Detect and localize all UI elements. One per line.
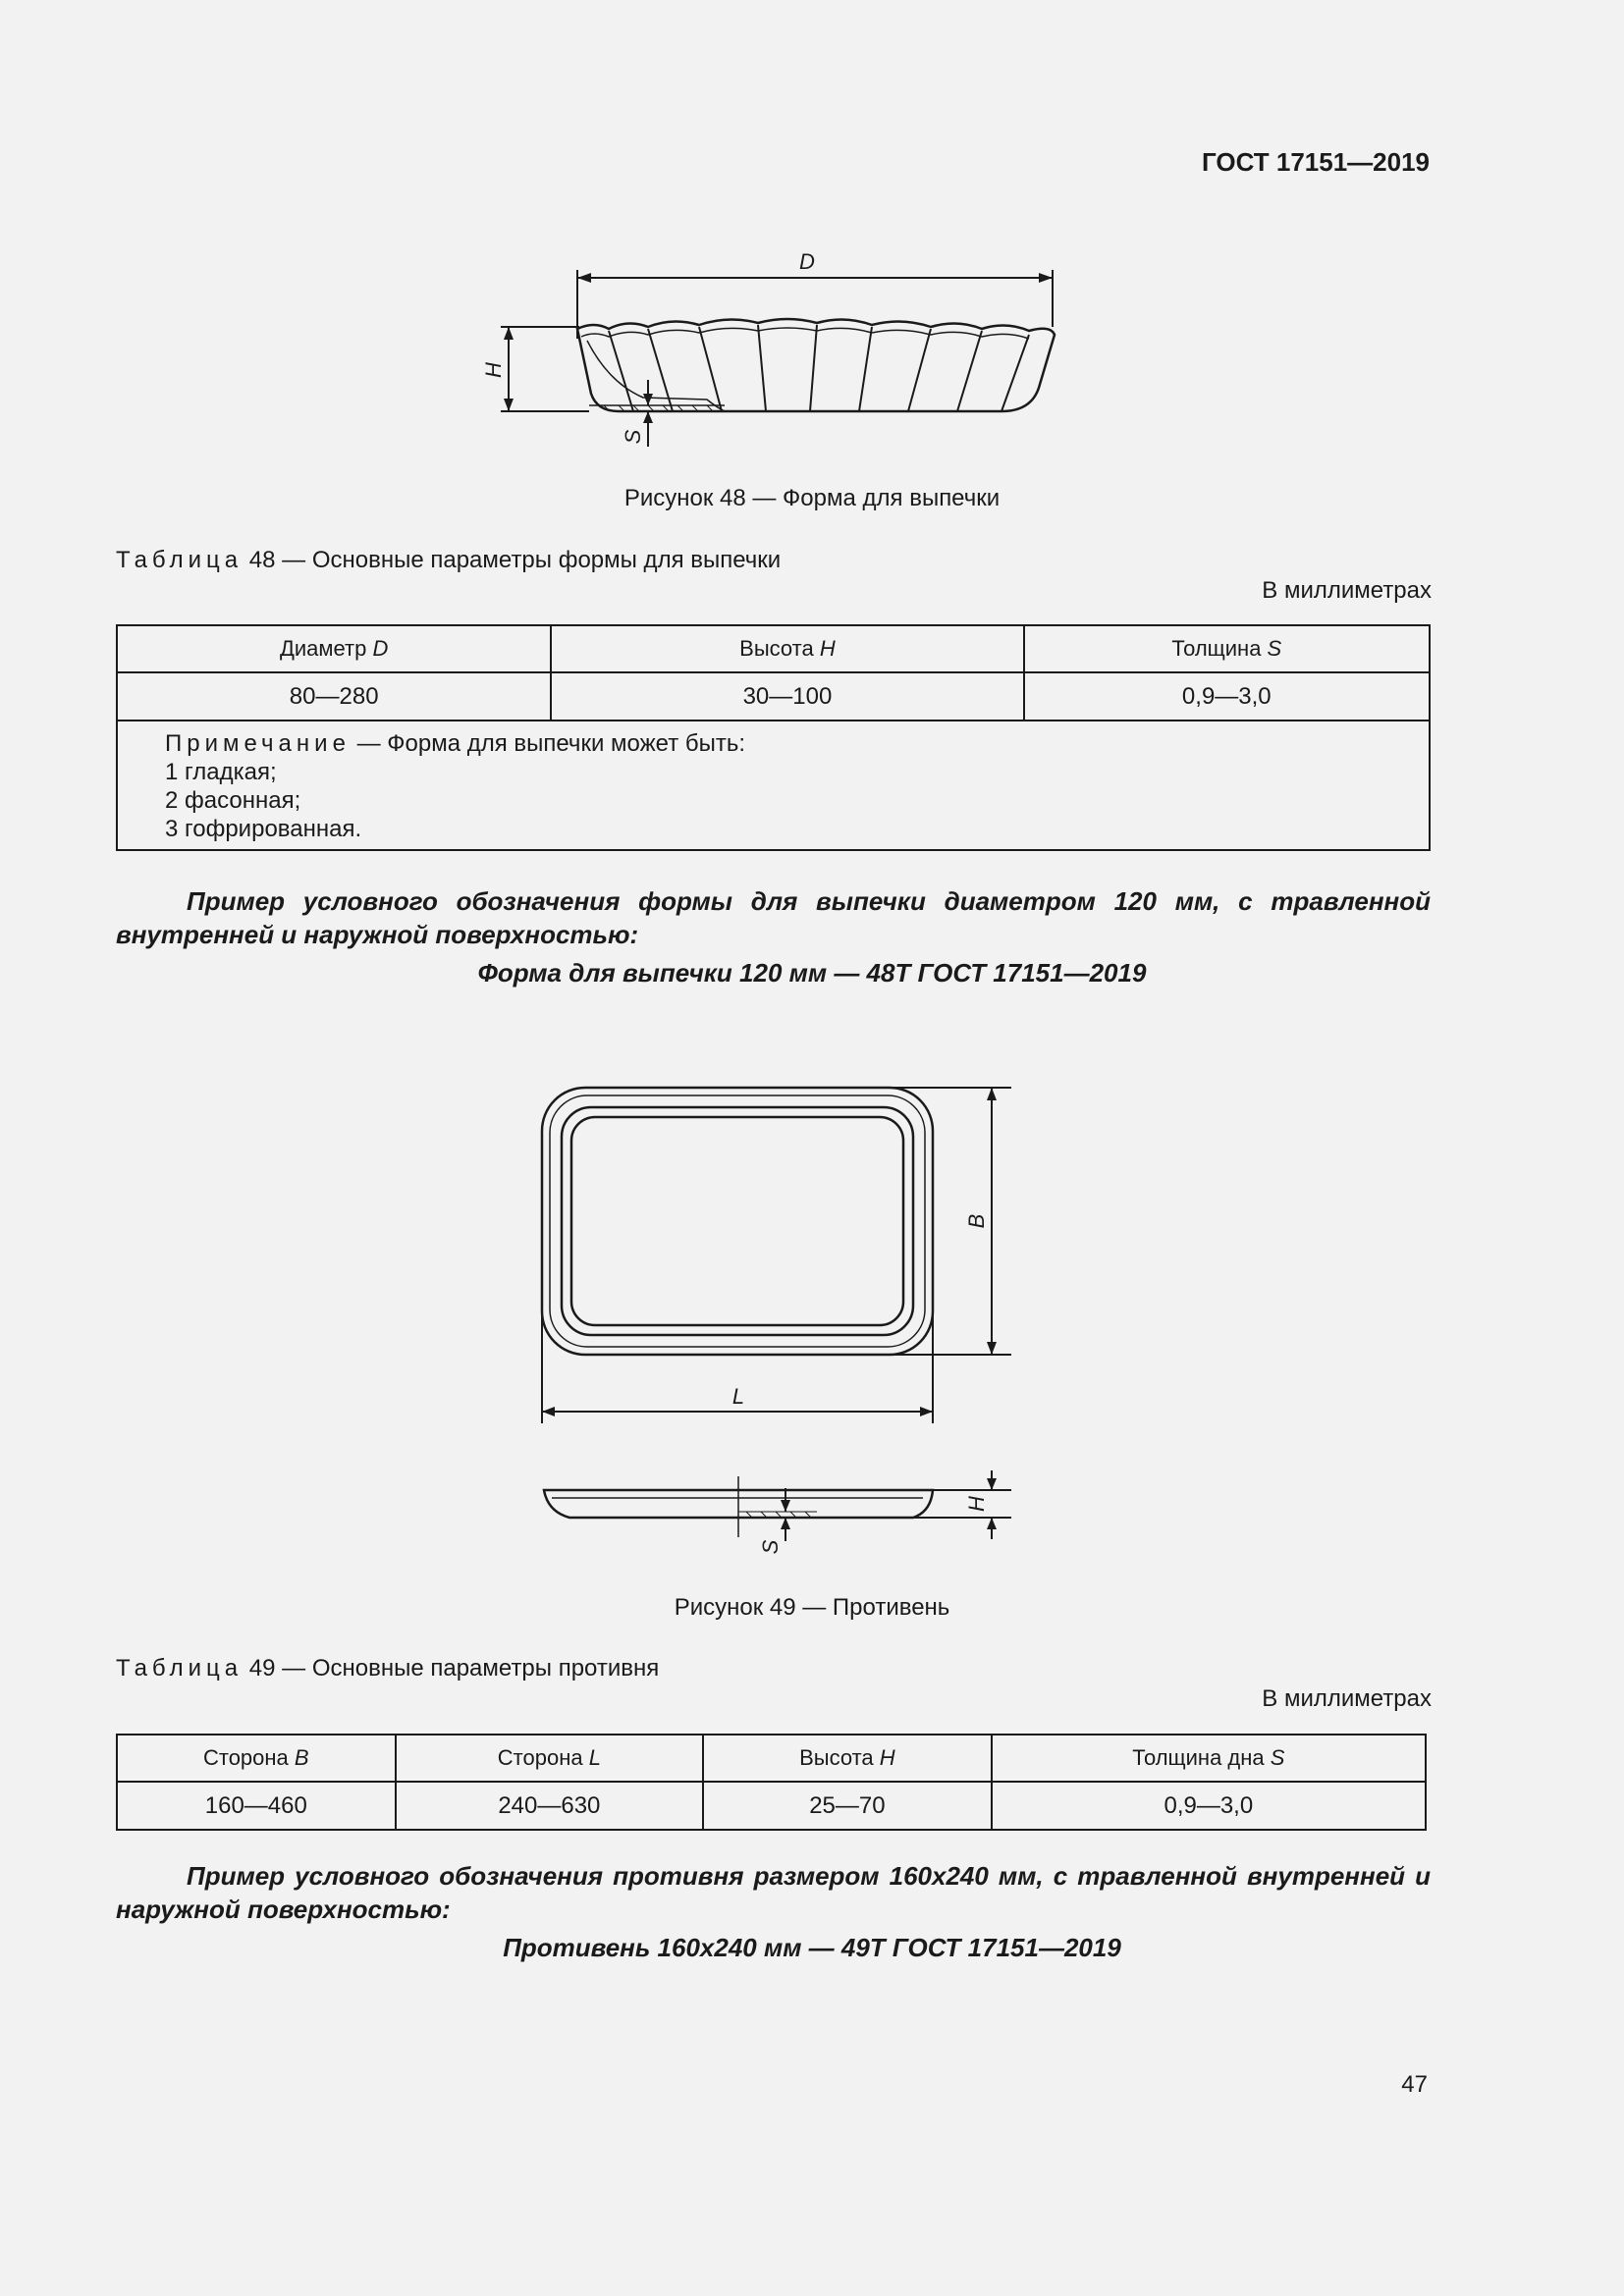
figure-48-drawing bbox=[471, 250, 1080, 466]
table-49-cell-height: 25—70 bbox=[703, 1782, 992, 1830]
figure-49-label-l: L bbox=[731, 1384, 745, 1409]
list-item: 3 гофрированная. bbox=[165, 816, 362, 842]
table-row bbox=[117, 1782, 1426, 1830]
figure-48-caption: Рисунок 48 — Форма для выпечки bbox=[623, 485, 1001, 511]
note-label: Примечание bbox=[165, 730, 351, 757]
table-48-header-row bbox=[117, 625, 1430, 672]
table-49-cell-thickness: 0,9—3,0 bbox=[992, 1782, 1426, 1830]
figure-49-drawing bbox=[530, 1080, 1041, 1571]
table-48-title bbox=[116, 547, 781, 574]
table-49-header-height: Высота H bbox=[703, 1735, 992, 1782]
table-48-label: Таблица bbox=[116, 547, 244, 573]
table-49-units: В миллиметрах bbox=[1262, 1685, 1432, 1712]
list-item: 2 фасонная; bbox=[165, 787, 301, 814]
table-49-label: Таблица bbox=[116, 1655, 244, 1682]
table-48-header-height: Высота H bbox=[551, 625, 1023, 672]
example-48-text: Пример условного обозначения формы для выпечки диаметром 120 мм, с травленной внутренней и наружной поверхностью: bbox=[116, 886, 1431, 949]
figure-48-label-s: S bbox=[621, 429, 645, 445]
table-49-header-row bbox=[117, 1735, 1426, 1782]
example-48-designation: Форма для выпечки 120 мм — 48Т ГОСТ 17151—2019 bbox=[477, 958, 1147, 988]
table-48-cell-height: 30—100 bbox=[551, 672, 1023, 721]
table-49-title bbox=[116, 1655, 659, 1682]
table-49-title-text: 49 — Основные параметры противня bbox=[248, 1655, 660, 1682]
table-49-header-thickness: Толщина дна S bbox=[992, 1735, 1426, 1782]
figure-49-label-h: H bbox=[964, 1496, 989, 1512]
figure-49-label-s: S bbox=[758, 1539, 783, 1555]
page-number: 47 bbox=[1401, 2071, 1428, 2098]
figure-49-caption: Рисунок 49 — Противень bbox=[674, 1594, 950, 1621]
table-48-cell-diameter: 80—280 bbox=[117, 672, 551, 721]
example-49-designation: Противень 160x240 мм — 49Т ГОСТ 17151—2019 bbox=[503, 1933, 1121, 1962]
table-48 bbox=[116, 624, 1431, 851]
table-48-units: В миллиметрах bbox=[1262, 577, 1432, 604]
table-49 bbox=[116, 1734, 1427, 1831]
table-48-cell-thickness: 0,9—3,0 bbox=[1024, 672, 1430, 721]
standard-header: ГОСТ 17151—2019 bbox=[1202, 147, 1430, 177]
table-48-header-thickness: Толщина S bbox=[1024, 625, 1430, 672]
table-48-header-diameter: Диаметр D bbox=[117, 625, 551, 672]
table-49-cell-side-b: 160—460 bbox=[117, 1782, 396, 1830]
figure-48-label-d: D bbox=[799, 250, 815, 274]
table-48-note-row bbox=[117, 721, 1430, 850]
table-49-cell-side-l: 240—630 bbox=[396, 1782, 704, 1830]
note-text: — Форма для выпечки может быть: bbox=[350, 730, 746, 757]
table-48-note bbox=[117, 721, 1430, 850]
table-row bbox=[117, 672, 1430, 721]
figure-49-label-b: B bbox=[964, 1213, 989, 1229]
table-48-title-text: 48 — Основные параметры формы для выпечки bbox=[248, 547, 782, 573]
figure-48-label-h: H bbox=[481, 362, 506, 378]
table-49-header-side-l: Сторона L bbox=[396, 1735, 704, 1782]
table-49-header-side-b: Сторона B bbox=[117, 1735, 396, 1782]
list-item: 1 гладкая; bbox=[165, 759, 277, 785]
example-49-text: Пример условного обозначения противня размером 160x240 мм, с травленной внутренней и наружной поверхностью: bbox=[116, 1861, 1431, 1924]
